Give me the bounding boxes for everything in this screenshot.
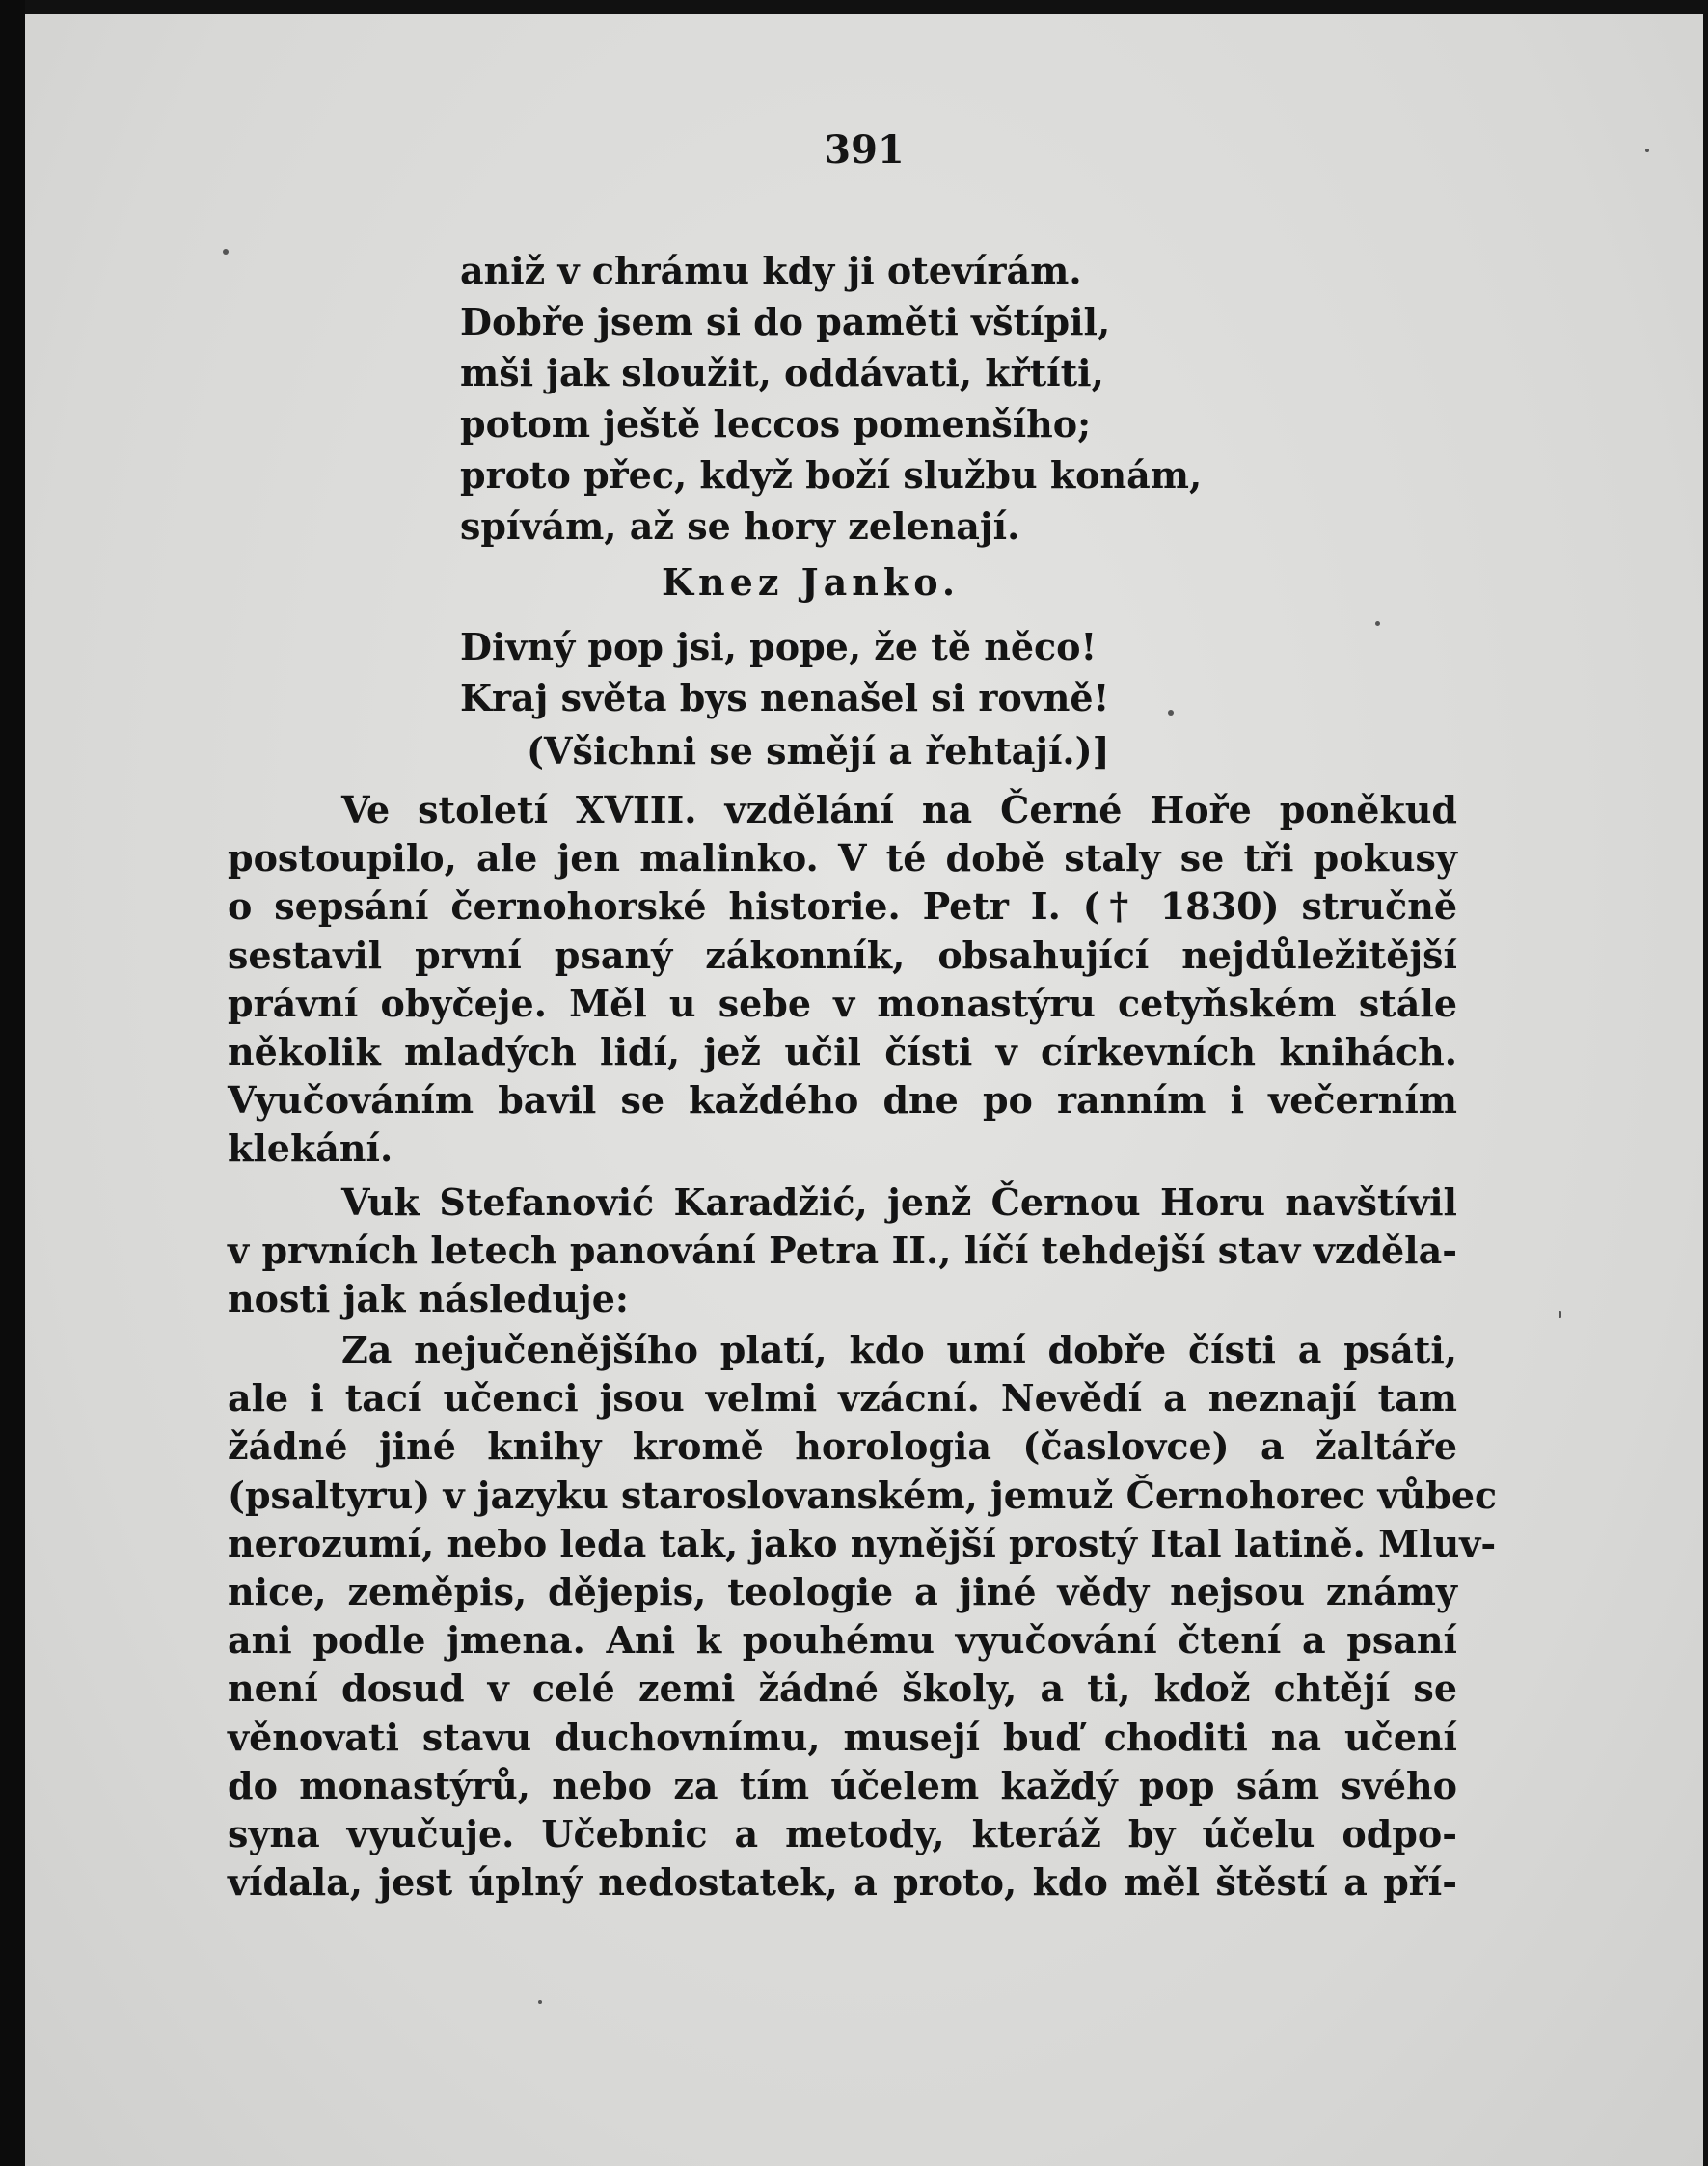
scan-speck [1375,621,1380,626]
scan-speck [1168,710,1174,716]
verse-block [460,245,1424,552]
paragraph-line: v prvních letech panování Petra II., líčí tehdejší stav vzděla- [228,1229,1457,1273]
paragraph-line: postoupilo, ale jen malinko. V té době staly se tři pokusy [228,836,1457,880]
verse-line: Dobře jsem si do paměti vštípil, [460,300,1111,343]
verse-line: potom ještě leccos pomenšího; [460,402,1092,446]
paragraph-line: syna vyučuje. Učebnic a metody, kteráž by účelu odpo- [228,1811,1457,1855]
paragraph-line: klekání. [228,1126,393,1171]
scan-speck [538,2000,542,2004]
book-spine-shadow [0,0,25,2166]
paragraph-line: několik mladých lidí, jež učil čísti v církevních knihách. [228,1029,1457,1073]
paragraph-line: Vuk Stefanović Karadžić, jenž Černou Horu navštívil [341,1180,1457,1224]
scan-speck [1559,1311,1561,1318]
stage-direction: (Všichni se smějí a řehtají.)] [527,729,1110,772]
paragraph-line: Vyučováním bavil se každého dne po ranním i večerním [228,1078,1457,1123]
paragraph-line: sestavil první psaný zákonník, obsahující nejdůležitější [228,933,1457,977]
paragraph-line: ani podle jmena. Ani k pouhému vyučování čtení a psaní [228,1618,1457,1663]
scan-speck [1645,149,1649,152]
paragraph-line: (psaltyru) v jazyku staroslovanském, jemuž Černohorec vůbec [228,1473,1498,1517]
verse-line: aniž v chrámu kdy ji otevírám. [460,249,1082,292]
paragraph-3 [228,1326,1498,1907]
scanned-page [25,14,1703,2166]
verse-line: mši jak sloužit, oddávati, křtíti, [460,351,1104,394]
paragraph-line: ale i tací učenci jsou velmi vzácní. Nevědí a neznají tam [228,1376,1457,1421]
paragraph-line: vídala, jest úplný nedostatek, a proto, kdo měl štěstí a pří- [228,1860,1457,1905]
paragraph-line: Za nejučenějšího platí, kdo umí dobře čísti a psáti, [341,1328,1457,1371]
paragraph-line: nice, zeměpis, dějepis, teologie a jiné vědy nejsou známy [228,1569,1457,1613]
verse-line: proto přec, když boží službu konám, [460,453,1203,497]
verse-block-2 [460,621,1109,723]
page-number: 391 [824,127,905,173]
verse-line: Kraj světa bys nenašel si rovně! [460,676,1110,719]
paragraph-line: do monastýrů, nebo za tím účelem každý pop sám svého [228,1763,1457,1807]
verse-line: Divný pop jsi, pope, že tě něco! [460,625,1098,668]
paragraph-line: právní obyčeje. Měl u sebe v monastýru cetyňském stále [228,981,1457,1025]
paragraph-line: není dosud v celé zemi žádné školy, a ti, kdož chtějí se [228,1666,1457,1711]
scan-speck [223,249,229,255]
paragraph-1 [228,786,1457,1174]
paragraph-line: nerozumí, nebo leda tak, jako nynější prostý Ital latině. Mluv- [228,1521,1497,1565]
paragraph-line: o sepsání černohorské historie. Petr I. († 1830) stručně [228,884,1457,929]
verse-line: spívám, až se hory zelenají. [460,504,1020,548]
paragraph-line: nosti jak následuje: [228,1277,629,1321]
paragraph-line: věnovati stavu duchovnímu, musejí buď choditi na učení [228,1715,1457,1759]
paragraph-line: Ve století XVIII. vzdělání na Černé Hoře poněkud [341,788,1457,831]
paragraph-2 [228,1178,1457,1324]
speaker-heading: Knez Janko. [662,560,961,604]
paragraph-line: žádné jiné knihy kromě horologia (časlovce) a žaltáře [228,1424,1457,1469]
